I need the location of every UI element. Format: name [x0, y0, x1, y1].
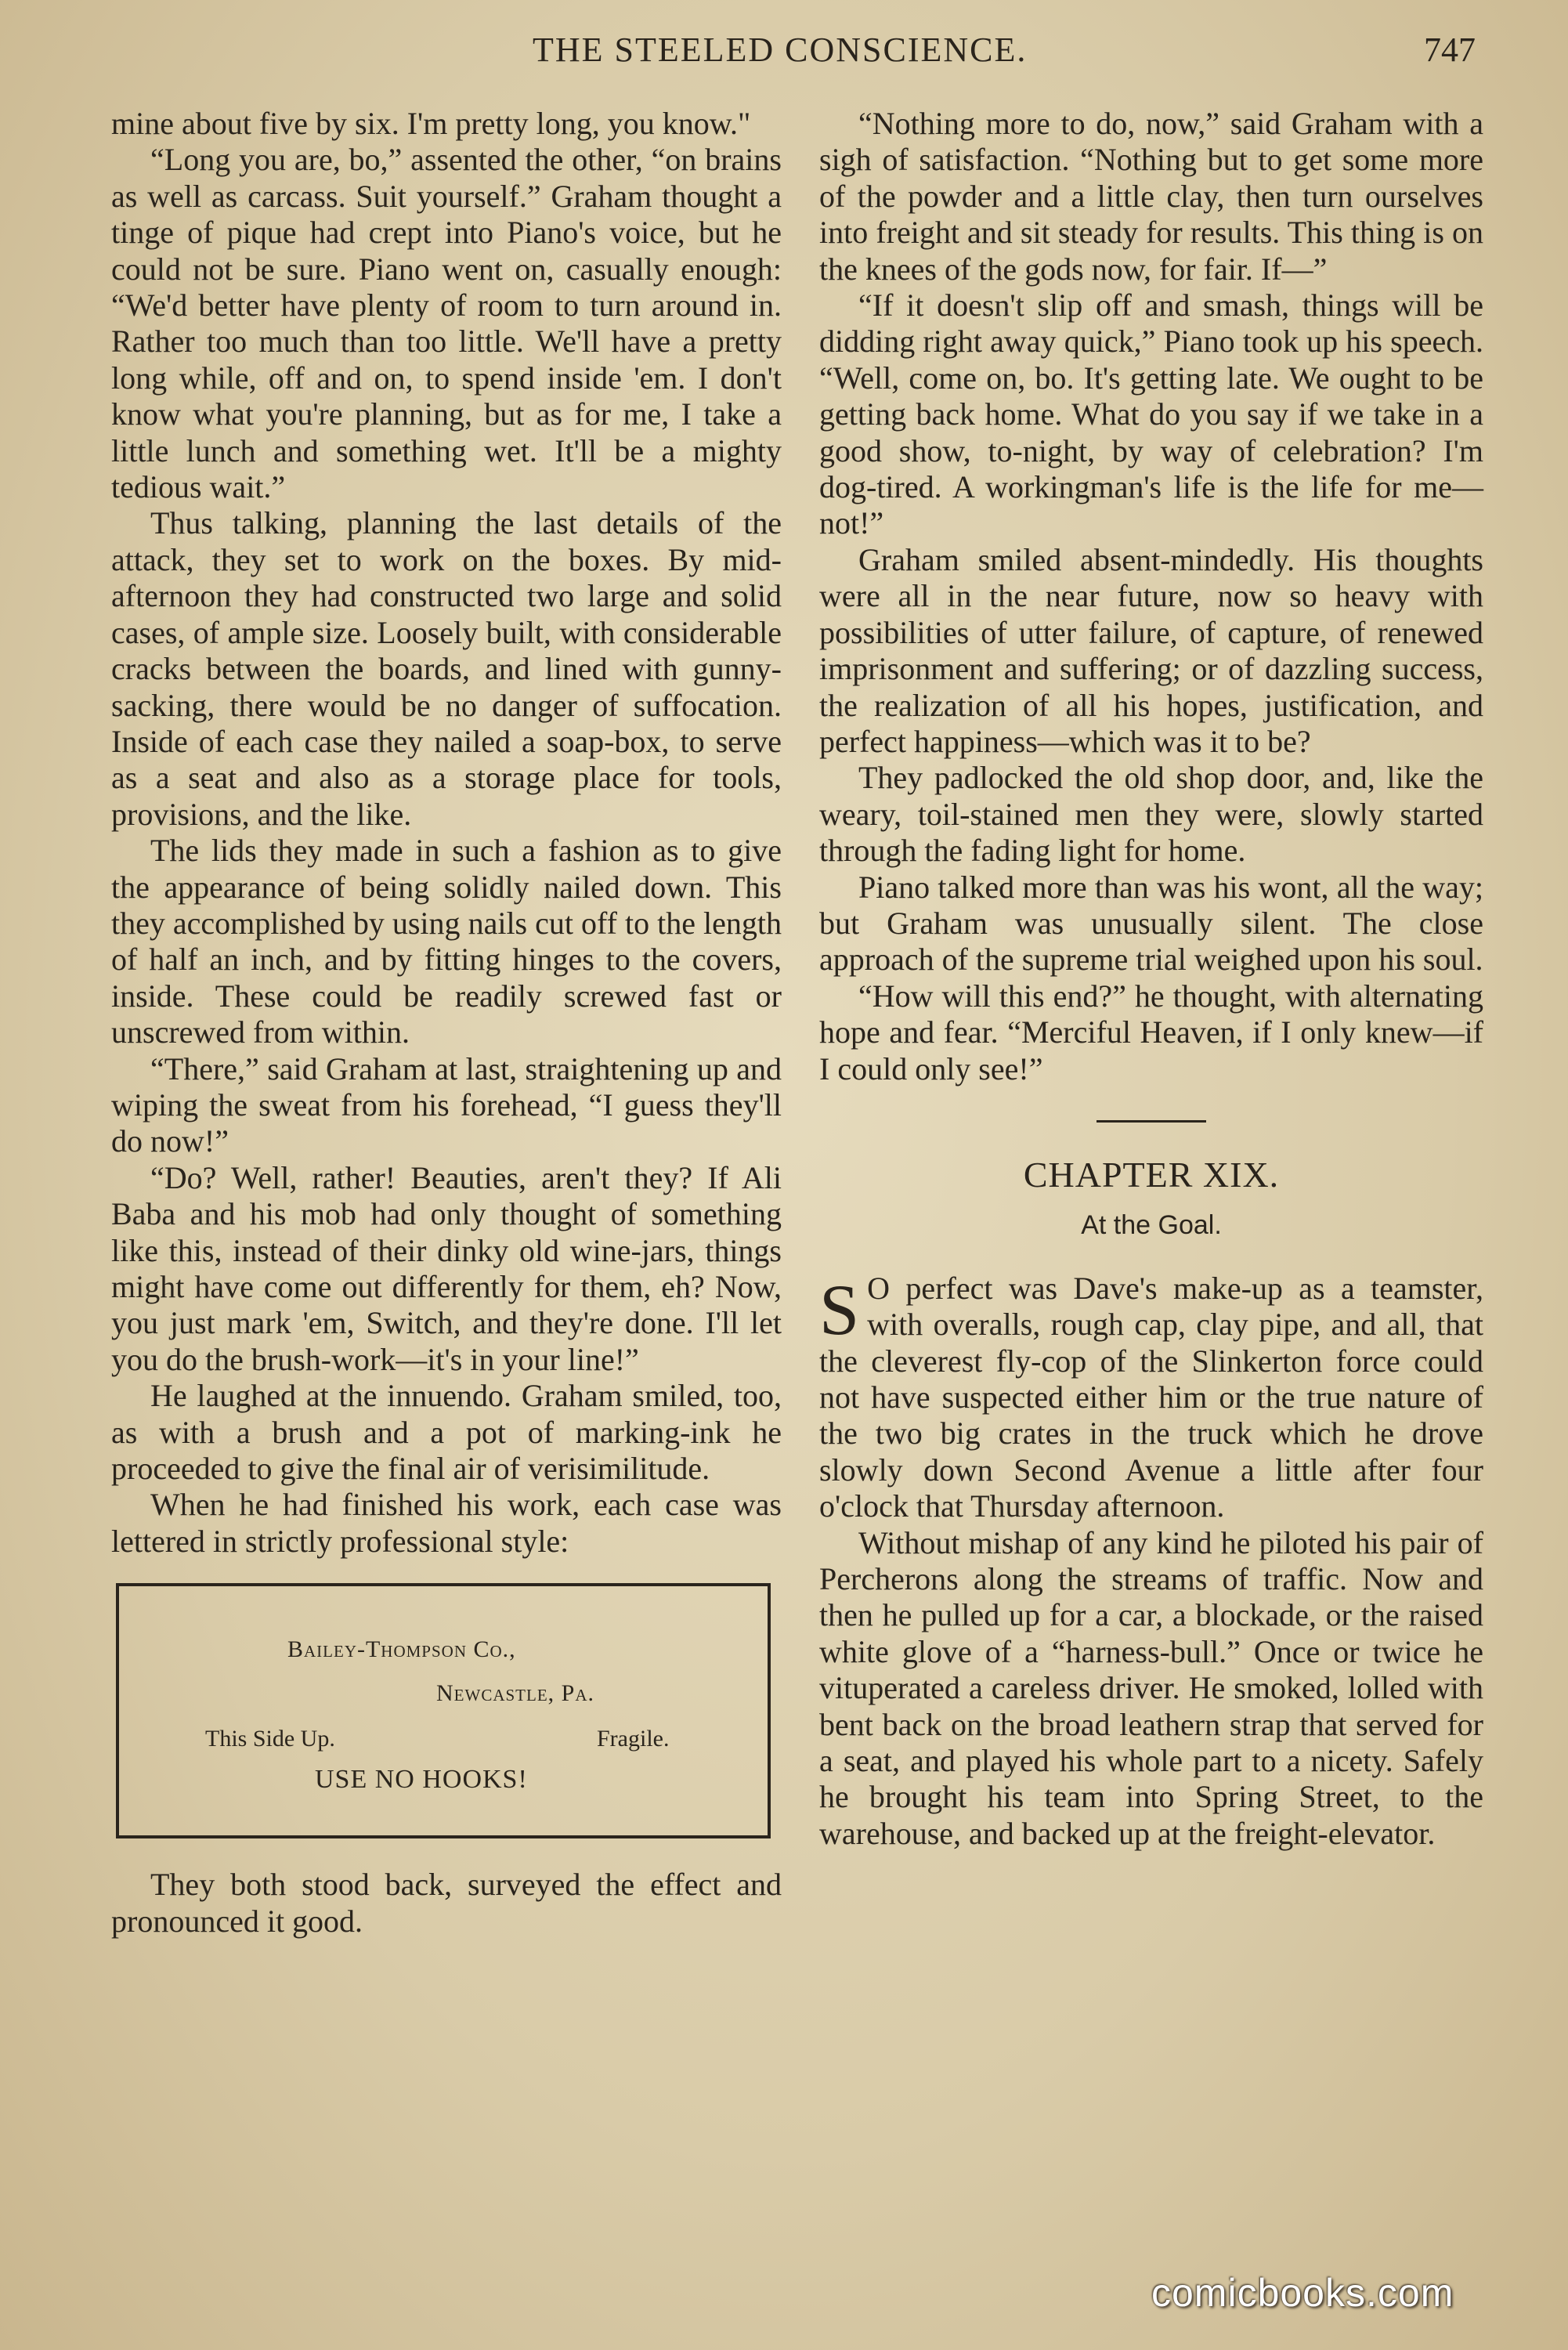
- crate-fragile: Fragile.: [597, 1726, 670, 1752]
- paragraph: “Do? Well, rather! Beauties, aren't they? If Ali Baba and his mob had only thought of something like this, instead of their dinky old wine-jars, things might have come out differently for them, eh? Now, you just mark 'em, Switch, and they're done. I'll let you do the brush-work—it's in your line!”: [111, 1159, 782, 1377]
- paragraph: mine about five by six. I'm pretty long, you know.": [111, 106, 751, 141]
- paragraph: Thus talking, planning the last details of the attack, they set to work on the boxes. By mid-afternoon they had constructed two large and solid cases, of ample size. Loosely built, with considerable cracks between the boards, and lined with gunny-sacking, there would be no danger of suffocation. Inside of each case they nailed a soap-box, to serve as a seat and also as a storage place for tools, provisions, and the like.: [111, 505, 782, 832]
- crate-city: Newcastle, Pa.: [436, 1680, 594, 1707]
- section-divider: [1097, 1120, 1206, 1123]
- watermark: comicbooks.com: [1151, 2271, 1454, 2315]
- paragraph: “How will this end?” he thought, with alternating hope and fear. “Merciful Heaven, if I only knew—if I could only see!”: [819, 978, 1483, 1086]
- paragraph: They padlocked the old shop door, and, like the weary, toil-stained men they were, slowly started through the fading light for home.: [819, 760, 1483, 869]
- paragraph: Graham smiled absent-mindedly. His thoughts were all in the near future, now so heavy with possibilities of utter failure, of capture, of renewed imprisonment and suffering; or of dazzling success, the realization of all his hopes, justification, and perfect happiness—which was it to be?: [819, 541, 1483, 759]
- drop-cap: S: [819, 1269, 860, 1350]
- right-column: [819, 106, 1483, 1852]
- chapter-opening-text: O perfect was Dave's make-up as a teamster, with overalls, rough cap, clay pipe, and all, that the cleverest fly-cop of the Slinkerton force could not have suspected either him or the true nature of the two big crates in the truck which he drove slowly down Second Avenue a little after four o'clock that Thursday afternoon.: [819, 1270, 1483, 1524]
- paragraph: “There,” said Graham at last, straightening up and wiping the sweat from his forehead, “I guess they'll do now!”: [111, 1050, 782, 1159]
- chapter-title: CHAPTER XIX.: [1023, 1154, 1280, 1195]
- paragraph: “Nothing more to do, now,” said Graham with a sigh of satisfaction. “Nothing but to get some more of the powder and a little clay, then turn ourselves into freight and sit steady for results. This thing is on the knees of the gods now, for fair. If—”: [819, 106, 1483, 287]
- page-number: 747: [1424, 31, 1476, 69]
- left-column: [111, 106, 782, 1940]
- crate-side-up: This Side Up.: [205, 1726, 335, 1752]
- crate-company: Bailey-Thompson Co.,: [287, 1636, 516, 1663]
- running-title: THE STEELED CONSCIENCE.: [533, 31, 1028, 69]
- paragraph: “If it doesn't slip off and smash, things will be didding right away quick,” Piano took up his speech. “Well, come on, bo. It's getting late. We ought to be getting back home. What do you say if we take in a good show, to-night, by way of celebration? I'm dog-tired. A workingman's life is the life for me—not!”: [819, 287, 1483, 541]
- paragraph: “Long you are, bo,” assented the other, “on brains as well as carcass. Suit yourself.” Graham thought a tinge of pique had crept into Piano's voice, but he could not be sure. Piano went on, casually enough: “We'd better have plenty of room to turn around in. Rather too much than too little. We'll have a pretty long while, off and on, to spend inside 'em. I don't know what you're planning, but as for me, I take a little lunch and something wet. It'll be a mighty tedious wait.”: [111, 142, 782, 505]
- paragraph: The lids they made in such a fashion as to give the appearance of being solidly nailed down. This they accomplished by using nails cut off to the length of half an inch, and by fitting hinges to the covers, inside. These could be readily screwed fast or unscrewed from within.: [111, 833, 782, 1050]
- crate-lettering-box: [116, 1583, 771, 1838]
- paragraph: Without mishap of any kind he piloted his pair of Percherons along the streams of traffic. Now and then he pulled up for a car, a blockade, or the raised white glove of a “harness-bull.” Once or twice he vituperated a careless driver. He smoked, lolled with bent back on the broad leathern strap that served for a seat, and played his whole part to a nicety. Safely he brought his team into Spring Street, to the warehouse, and backed up at the freight-elevator.: [819, 1524, 1483, 1851]
- chapter-opening-paragraph: [819, 1271, 1483, 1525]
- paragraph: When he had finished his work, each case was lettered in strictly professional style:: [111, 1487, 782, 1559]
- paragraph: Piano talked more than was his wont, all the way; but Graham was unusually silent. The close approach of the supreme trial weighed upon his soul.: [819, 869, 1483, 978]
- paragraph: They both stood back, surveyed the effect and pronounced it good.: [111, 1867, 782, 1939]
- chapter-subtitle: At the Goal.: [1081, 1210, 1222, 1241]
- page-header: [0, 22, 1568, 77]
- crate-no-hooks: USE NO HOOKS!: [315, 1765, 528, 1795]
- paragraph: He laughed at the innuendo. Graham smiled, too, as with a brush and a pot of marking-ink he proceeded to give the final air of verisimilitude.: [111, 1378, 782, 1487]
